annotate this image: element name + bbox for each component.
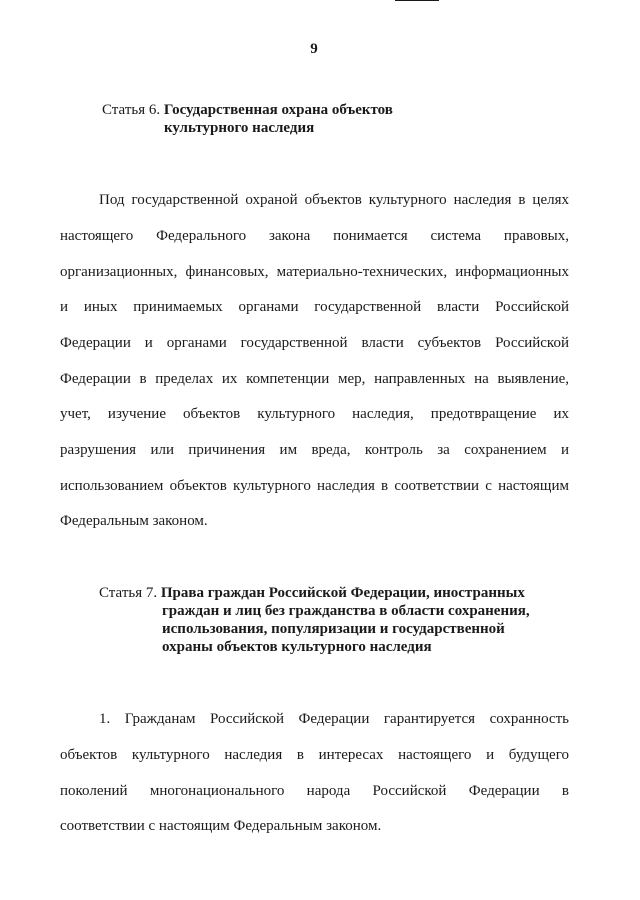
article-7-paragraph-line: соответствии с настоящим Федеральным законом. <box>60 818 382 834</box>
article-7-paragraph-line: объектов культурного наследия в интересах настоящего и будущего <box>60 747 569 763</box>
article-6-paragraph-line: Федеральным законом. <box>60 513 208 529</box>
article-7-title-line-4: охраны объектов культурного наследия <box>162 639 432 655</box>
top-rule <box>395 0 439 1</box>
article-6-paragraph-line: организационных, финансовых, материально-технических, информационных <box>60 264 569 280</box>
article-6-paragraph-line: Под государственной охраной объектов культурного наследия в целях <box>99 192 569 208</box>
article-6-paragraph-line: учет, изучение объектов культурного наследия, предотвращение их <box>60 406 569 422</box>
article-6-heading-line-1 <box>102 101 393 120</box>
article-6-paragraph-line: Федерации и органами государственной власти субъектов Российской <box>60 335 569 351</box>
article-6-paragraph-line: использованием объектов культурного наследия в соответствии с настоящим <box>60 478 569 494</box>
article-6-paragraph-line: разрушения или причинения им вреда, контроль за сохранением и <box>60 442 569 458</box>
article-6-title-line-2: культурного наследия <box>164 120 315 136</box>
article-7-paragraph-line: поколений многонационального народа Российской Федерации в <box>60 783 569 799</box>
article-6-paragraph-line: Федерации в пределах их компетенции мер, направленных на выявление, <box>60 371 569 387</box>
article-7-title-line-1: Права граждан Российской Федерации, иностранных <box>160 585 525 601</box>
article-6-lead: Статья 6. <box>102 102 161 118</box>
article-7-paragraph-line: 1. Гражданам Российской Федерации гарантируется сохранность <box>99 711 569 727</box>
article-6-paragraph-line: настоящего Федерального закона понимается система правовых, <box>60 228 569 244</box>
article-7-lead: Статья 7. <box>99 585 158 601</box>
page-number: 9 <box>310 41 318 57</box>
article-7-heading-line-1 <box>99 584 525 603</box>
article-7-title-line-3: использования, популяризации и государственной <box>162 621 505 637</box>
article-7-title-line-2: граждан и лиц без гражданства в области сохранения, <box>162 603 530 619</box>
article-6-title-line-1: Государственная охрана объектов <box>163 102 393 118</box>
article-6-paragraph-line: и иных принимаемых органами государственной власти Российской <box>60 299 569 315</box>
